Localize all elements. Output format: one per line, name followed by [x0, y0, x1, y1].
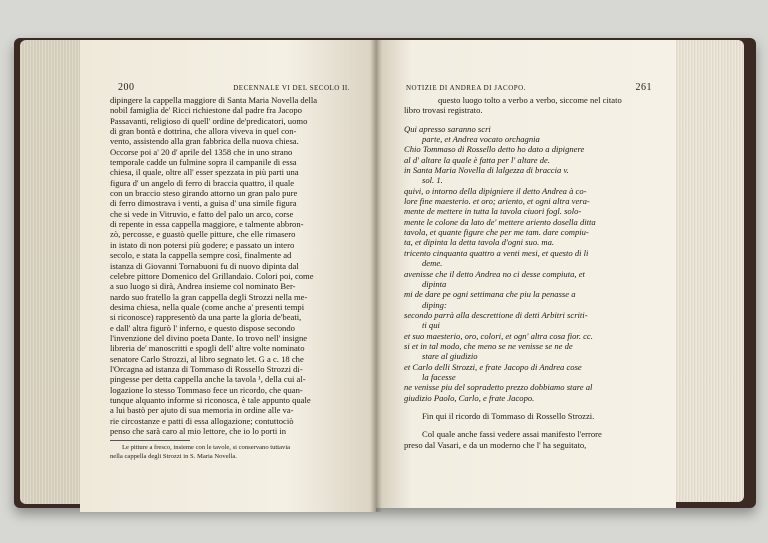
record-end-line: Fin qui il ricordo di Tommaso di Rossello Strozzi.	[422, 410, 595, 421]
record-line: sol. 1.	[422, 175, 443, 186]
record-line: avenisse che il detto Andrea no ci desse compiuta, et	[404, 268, 585, 279]
text-line: secolo, e stata la cappella sempre così, finalmente ad	[110, 250, 292, 261]
text-line: pingesse per detta cappella anche la tavola ¹, della cui al-	[110, 374, 306, 385]
left-running-head: DECENNALE VI DEL SECOLO II.	[233, 84, 350, 92]
text-line: rie circostanze e patti di essa allogazione; contuttociò	[110, 415, 294, 426]
text-line: celebre pittore Domenico del Grillandaio. Colori poi, come	[110, 270, 314, 281]
record-line: dipinta	[422, 278, 447, 289]
text-line: libro trovasi registrato.	[404, 105, 483, 116]
text-line: libreria de' manoscritti e spogli dell' altre volte nominato	[110, 343, 305, 354]
footnote-line: Le pitture a fresco, insieme con le tavole, si conservano tuttavia	[122, 444, 291, 452]
text-line: nardo suo fratello la gran cappella degli Strozzi nella me-	[110, 291, 308, 302]
record-line: et Carlo delli Strozzi, e frate Jacopo di Andrea cose	[404, 361, 582, 372]
record-line: mente le colone da lato de' mettere ariento dosella ditta	[404, 216, 596, 227]
book-gutter	[370, 40, 382, 512]
left-running-header	[118, 82, 350, 93]
left-page-number: 200	[118, 82, 135, 93]
record-line: deme.	[422, 258, 443, 269]
text-line: a suo luogo si dirà, Andrea insieme col nominato Ber-	[110, 281, 296, 292]
record-line: in Santa Maria Novella di lalgezza di braccia v.	[404, 165, 569, 176]
text-line: questo luogo tolto a verbo a verbo, siccome nel citato	[438, 95, 622, 105]
text-line: con un braccio steso girando attorno un gran palo pure	[110, 188, 298, 199]
record-line: et suo maesterio, oro, colori, et ogn' altra cosa fior. cc.	[404, 330, 593, 341]
text-line: vento, assistendo alla gran fabbrica della nuova chiesa.	[110, 136, 299, 147]
record-line: tricento cinquanta quattro a venti mesi, et questo di li	[404, 247, 589, 258]
text-line: penso che sarà caro al mio lettore, che io lo porti in	[110, 426, 287, 436]
record-line: ne venisse piu del sopradetto prezzo dobbiamo stare al	[404, 382, 593, 393]
text-line: temporale cadde un fulmine sopra il campanile di essa	[110, 157, 297, 168]
text-line: in istato di non potersi più godere; e passato un intero	[110, 239, 295, 250]
text-line: senatore Carlo Strozzi, al libro segnato let. G a c. 18 che	[110, 353, 304, 364]
record-line: stare al giudizio	[422, 351, 478, 362]
record-line: Chio Tommaso di Rossello detto ho dato a dipignere	[404, 144, 585, 155]
record-line: la facesse	[422, 371, 456, 382]
text-line: logazione lo stesso Tommaso fece un ricordo, che quan-	[110, 384, 303, 395]
text-line: si riconosce) rappresentò da una parte la gloria de'beati,	[110, 312, 302, 323]
record-line: tavola, et quante figure che per me tam. dare compiu-	[404, 227, 589, 238]
footnote-line: nella cappella degli Strozzi in S. Maria Novella.	[110, 452, 237, 460]
text-line: istanza di Giovanni Tornabuoni fu di nuovo dipinta dal	[110, 260, 299, 271]
record-line: mi de dare pe ogni settimana che piu la penasse a	[404, 289, 576, 300]
left-page-edges	[20, 40, 80, 504]
text-line: l'Orcagna ad istanza di Tommaso di Rossello Strozzi di-	[110, 363, 303, 374]
text-line: zò, percosse, e guastò quelle pitture, che elle rimasero	[110, 229, 296, 240]
footnote-rule	[110, 440, 190, 441]
record-line: diping:	[422, 299, 447, 310]
text-line: l'invenzione del divino poeta Dante. Io trovo nell' insigne	[110, 332, 308, 343]
text-line: a lui bastò per ajuto di sua memoria in ordine alle va-	[110, 405, 294, 416]
record-line: secondo parrà alla descrettione di detti Arbitri scriti-	[404, 309, 588, 320]
right-page	[376, 40, 676, 508]
text-line: e dall' altra figurò l' inferno, e questo dispose secondo	[110, 322, 295, 333]
spacer	[404, 421, 664, 429]
right-running-header	[406, 82, 652, 93]
record-line: mente de mettere in tutta la tavola ciuori fogl. solo-	[404, 206, 582, 217]
text-line: preso dal Vasari, e da un moderno che l' ha seguitato,	[404, 439, 587, 450]
record-line: al d' altare la quale è fatta per l' altare de.	[404, 154, 551, 165]
record-line: quivi, o intorno della dipigniere il detto Andrea à co-	[404, 185, 587, 196]
text-line: Occorse poi a' 20 d' aprile del 1358 che in uno strano	[110, 146, 293, 157]
right-page-number: 261	[635, 82, 652, 93]
text-line: che si vede in Vitruvio, e fatto del palo un arco, corse	[110, 208, 294, 219]
left-page	[80, 40, 376, 512]
right-running-head: NOTIZIE DI ANDREA DI JACOPO.	[406, 84, 526, 92]
text-line: di gran bontà e dottrina, che allora viveva in quel con-	[110, 126, 297, 137]
text-line: nobil famiglia de' Ricci richiestone dal padre fra Jacopo	[110, 105, 302, 116]
text-line: Col quale anche fassi vedere assai manifesto l'errore	[422, 429, 602, 440]
right-page-edges	[674, 40, 744, 502]
text-line: di ferro dimostrava i venti, a guisa d' una simile figura	[110, 198, 297, 209]
spacer	[404, 403, 664, 411]
record-line: giudizio Paolo, Carlo, e frate Jacopo.	[404, 392, 535, 403]
text-line: desima chiesa, nella quale (come anche a' presenti tempi	[110, 301, 305, 312]
record-line: parte, et Andrea vocato orchagnia	[422, 134, 540, 145]
text-line: tunque alquanto informe si riconosca, è tale appunto quale	[110, 394, 311, 405]
text-line: chiesa, il quale, oltre all' esser spezzata in più parti una	[110, 167, 299, 178]
record-line: lore fine maesterio. et oro; ariento, et ogni altra vera-	[404, 196, 590, 207]
record-line: si et in tal modo, che meno se ne venisse se ne de	[404, 340, 573, 351]
left-body-text	[110, 95, 360, 461]
text-line: di repente in essa cappella maggiore, e talmente abbron-	[110, 219, 304, 230]
right-body-text	[404, 95, 664, 450]
record-line: Qui apresso saranno scri	[404, 123, 491, 134]
text-line: figura d' un angelo di ferro di braccia quattro, il quale	[110, 177, 295, 188]
text-line: Passavanti, religioso di quell' ordine de'predicatori, uomo	[110, 115, 308, 126]
record-line: ta, et dipinta la detta tavola d'ogni suo. ma.	[404, 237, 555, 248]
spacer	[404, 116, 664, 124]
record-line: ti qui	[422, 320, 440, 331]
text-line: dipingere la cappella maggiore di Santa Maria Novella della	[110, 95, 318, 105]
